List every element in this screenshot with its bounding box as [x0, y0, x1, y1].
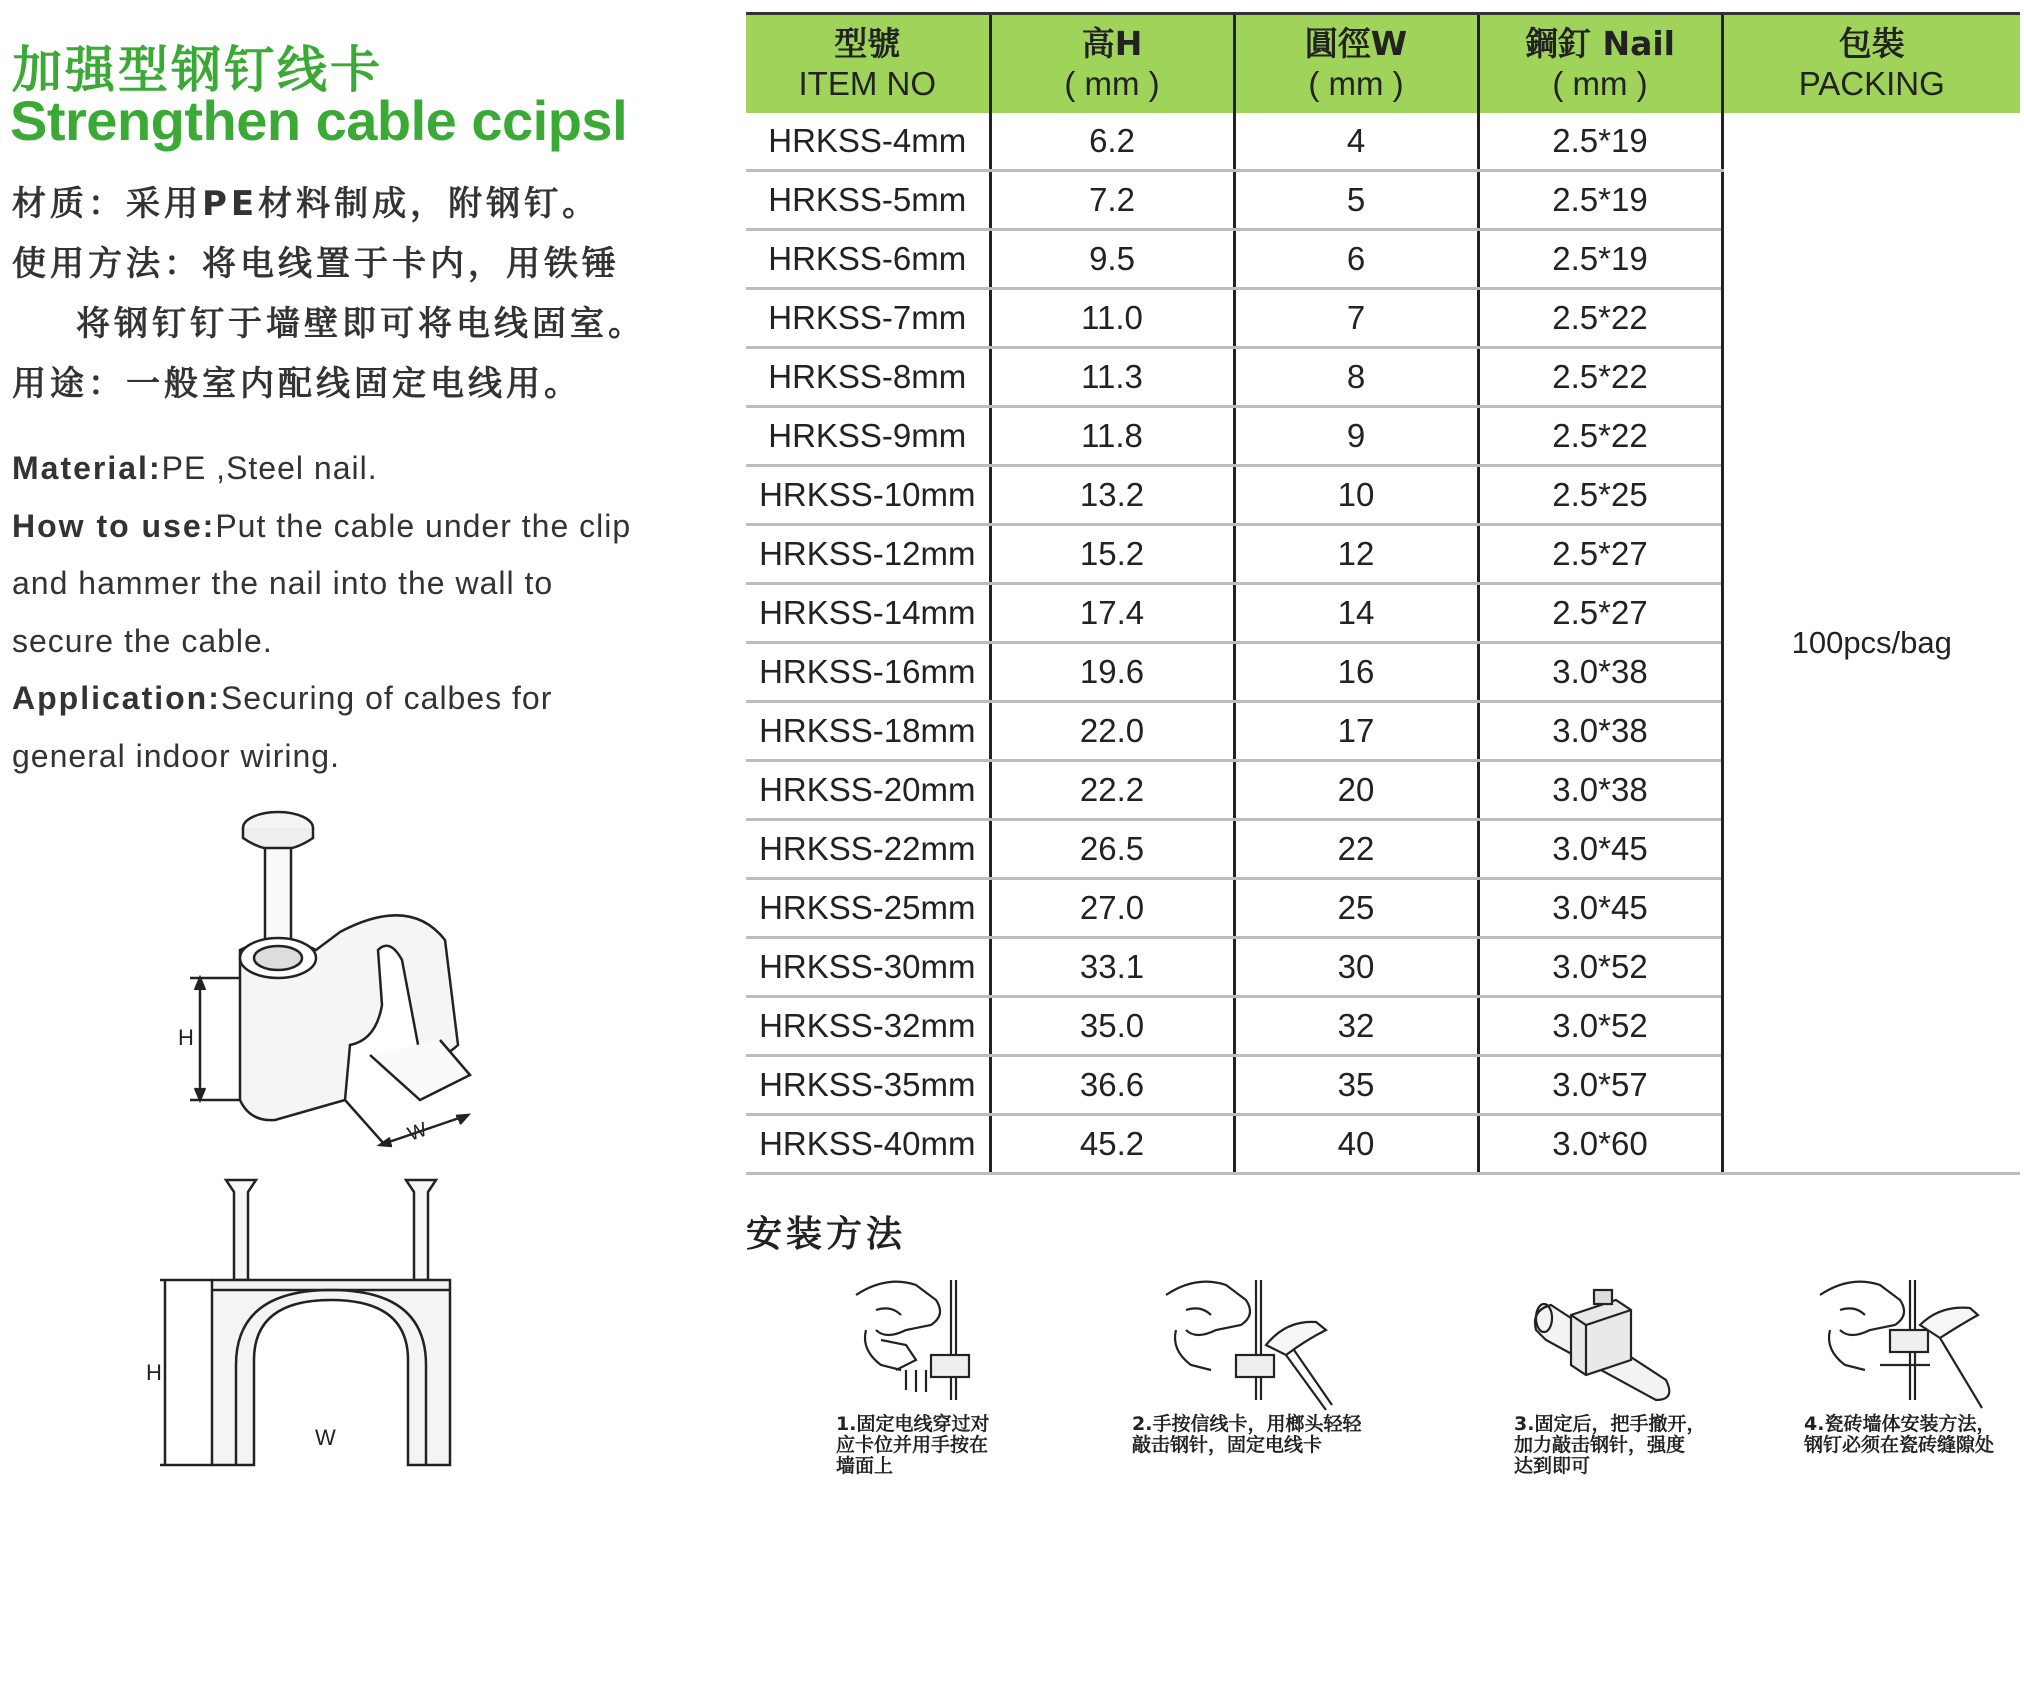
title-english: Strengthen cable ccipsl: [10, 89, 628, 152]
cell-width: 8: [1234, 348, 1478, 407]
cell-height: 7.2: [990, 171, 1234, 230]
perspective-w-label: W: [404, 1118, 431, 1146]
step-3-line-1: 3.固定后，把手撤开，: [1514, 1413, 1706, 1435]
cell-item-no: HRKSS-5mm: [746, 171, 990, 230]
application-label: Application:: [12, 680, 221, 716]
header-nail: [1478, 14, 1722, 114]
cell-nail: 3.0*38: [1478, 702, 1722, 761]
cell-item-no: HRKSS-6mm: [746, 230, 990, 289]
cell-width: 6: [1234, 230, 1478, 289]
cell-nail: 3.0*57: [1478, 1056, 1722, 1115]
step-3-line-3: 达到即可: [1514, 1455, 1591, 1477]
cell-nail: 3.0*45: [1478, 820, 1722, 879]
en-application-line: [12, 670, 631, 728]
material-text: PE ,Steel nail.: [161, 450, 378, 486]
cell-item-no: HRKSS-16mm: [746, 643, 990, 702]
header-width: [1234, 14, 1478, 114]
install-step-2-caption: [1132, 1414, 1361, 1456]
header-height: [990, 14, 1234, 114]
cell-height: 11.0: [990, 289, 1234, 348]
step-4-line-2: 钢钉必须在瓷砖缝隙处: [1804, 1434, 1995, 1456]
install-step-1-illustration: [846, 1270, 996, 1420]
clip-front-view: [160, 1180, 450, 1465]
header-height-en: ( mm ): [1064, 65, 1160, 102]
table-body: [746, 113, 2020, 1174]
install-step-4-illustration: [1810, 1270, 1990, 1420]
install-step-1-caption: [836, 1414, 989, 1477]
cell-height: 35.0: [990, 997, 1234, 1056]
cell-width: 20: [1234, 761, 1478, 820]
en-howto-line-2: and hammer the nail into the wall to: [12, 565, 554, 601]
header-item-no-en: ITEM NO: [798, 65, 936, 102]
header-packing: [1722, 14, 2020, 114]
clip-perspective-view: [190, 812, 470, 1146]
header-width-en: ( mm ): [1308, 65, 1404, 102]
header-item-no: [746, 14, 990, 114]
cn-usage-line-continued: 将钢钉钉于墙壁即可将电线固室。: [76, 304, 646, 344]
step-1-line-3: 墙面上: [836, 1455, 894, 1477]
en-material-line: [12, 440, 631, 498]
cable-clip-drawing: [140, 800, 500, 1480]
cell-nail: 2.5*22: [1478, 407, 1722, 466]
cell-width: 32: [1234, 997, 1478, 1056]
cell-height: 45.2: [990, 1115, 1234, 1174]
table-row: [746, 113, 2020, 171]
cn-material-line: 材质：采用PE材料制成，附钢钉。: [12, 184, 601, 224]
cell-height: 11.8: [990, 407, 1234, 466]
cell-width: 22: [1234, 820, 1478, 879]
cell-width: 12: [1234, 525, 1478, 584]
header-packing-cn: 包裝: [1838, 24, 1905, 63]
cell-nail: 3.0*52: [1478, 938, 1722, 997]
install-section-title: 安装方法: [746, 1214, 907, 1255]
cell-height: 15.2: [990, 525, 1234, 584]
cell-height: 6.2: [990, 113, 1234, 171]
cell-height: 9.5: [990, 230, 1234, 289]
cell-nail: 2.5*19: [1478, 230, 1722, 289]
header-nail-en: ( mm ): [1552, 65, 1648, 102]
material-label: Material:: [12, 450, 162, 486]
header-nail-cn: 鋼釘 Nail: [1525, 24, 1675, 63]
cell-item-no: HRKSS-40mm: [746, 1115, 990, 1174]
cell-height: 17.4: [990, 584, 1234, 643]
cell-item-no: HRKSS-8mm: [746, 348, 990, 407]
cell-item-no: HRKSS-18mm: [746, 702, 990, 761]
application-text: Securing of calbes for: [220, 680, 553, 716]
cn-usage-line: 使用方法：将电线置于卡内，用铁锤: [12, 244, 620, 284]
cell-height: 33.1: [990, 938, 1234, 997]
cell-item-no: HRKSS-9mm: [746, 407, 990, 466]
cell-width: 25: [1234, 879, 1478, 938]
en-application-line-2: general indoor wiring.: [12, 737, 340, 774]
cell-height: 19.6: [990, 643, 1234, 702]
cell-item-no: HRKSS-30mm: [746, 938, 990, 997]
cell-nail: 2.5*22: [1478, 289, 1722, 348]
cell-height: 26.5: [990, 820, 1234, 879]
cell-height: 22.2: [990, 761, 1234, 820]
perspective-h-label: H: [178, 1025, 194, 1050]
cell-width: 4: [1234, 113, 1478, 171]
cell-height: 27.0: [990, 879, 1234, 938]
chinese-description: [12, 174, 646, 414]
cell-height: 11.3: [990, 348, 1234, 407]
english-description: [12, 440, 631, 785]
en-howto-line-3: secure the cable.: [12, 622, 273, 659]
cell-item-no: HRKSS-12mm: [746, 525, 990, 584]
cell-item-no: HRKSS-20mm: [746, 761, 990, 820]
cell-width: 7: [1234, 289, 1478, 348]
cell-nail: 3.0*60: [1478, 1115, 1722, 1174]
cell-nail: 3.0*52: [1478, 997, 1722, 1056]
cell-nail: 2.5*22: [1478, 348, 1722, 407]
cell-nail: 2.5*25: [1478, 466, 1722, 525]
front-h-label: H: [146, 1360, 162, 1385]
cell-nail: 3.0*45: [1478, 879, 1722, 938]
step-3-line-2: 加力敲击钢针，强度: [1514, 1434, 1686, 1456]
cell-width: 10: [1234, 466, 1478, 525]
cell-width: 35: [1234, 1056, 1478, 1115]
cell-nail: 2.5*19: [1478, 113, 1722, 171]
cell-height: 13.2: [990, 466, 1234, 525]
title-chinese: 加强型钢钉线卡: [12, 41, 383, 99]
install-step-3-caption: [1514, 1414, 1705, 1477]
step-1-line-2: 应卡位并用手按在: [836, 1434, 989, 1456]
header-item-no-cn: 型號: [834, 24, 901, 63]
step-4-line-1: 4.瓷砖墙体安装方法，: [1804, 1413, 1996, 1435]
cell-nail: 3.0*38: [1478, 643, 1722, 702]
cell-nail: 2.5*27: [1478, 584, 1722, 643]
cell-nail: 3.0*38: [1478, 761, 1722, 820]
cell-item-no: HRKSS-14mm: [746, 584, 990, 643]
cell-packing: 100pcs/bag: [1722, 113, 2020, 1174]
install-step-4-caption: [1804, 1414, 1995, 1456]
step-2-line-1: 2.手按信线卡，用榔头轻轻: [1132, 1413, 1362, 1435]
cell-item-no: HRKSS-32mm: [746, 997, 990, 1056]
cell-item-no: HRKSS-25mm: [746, 879, 990, 938]
cell-item-no: HRKSS-35mm: [746, 1056, 990, 1115]
header-width-cn: 圓徑W: [1304, 24, 1408, 63]
cell-width: 40: [1234, 1115, 1478, 1174]
cell-width: 9: [1234, 407, 1478, 466]
install-step-3-illustration: [1526, 1270, 1686, 1410]
howto-label: How to use:: [12, 507, 216, 544]
header-height-cn: 高H: [1081, 24, 1143, 63]
table-header-row: [746, 14, 2020, 114]
cell-width: 30: [1234, 938, 1478, 997]
front-w-label: W: [315, 1425, 336, 1450]
cell-nail: 2.5*27: [1478, 525, 1722, 584]
cell-nail: 2.5*19: [1478, 171, 1722, 230]
cell-item-no: HRKSS-7mm: [746, 289, 990, 348]
cell-item-no: HRKSS-10mm: [746, 466, 990, 525]
cell-width: 16: [1234, 643, 1478, 702]
cell-height: 22.0: [990, 702, 1234, 761]
cn-application-line: 用途：一般室内配线固定电线用。: [12, 364, 582, 404]
cell-width: 5: [1234, 171, 1478, 230]
cell-height: 36.6: [990, 1056, 1234, 1115]
cell-item-no: HRKSS-22mm: [746, 820, 990, 879]
step-2-line-2: 敲击钢针，固定电线卡: [1132, 1434, 1323, 1456]
cell-width: 17: [1234, 702, 1478, 761]
spec-table: [746, 12, 2020, 1175]
step-1-line-1: 1.固定电线穿过对: [836, 1413, 990, 1435]
cell-item-no: HRKSS-4mm: [746, 113, 990, 171]
install-step-2-illustration: [1156, 1270, 1336, 1420]
header-packing-en: PACKING: [1798, 65, 1945, 102]
howto-text: Put the cable under the clip: [215, 507, 632, 544]
en-howto-line: [12, 498, 631, 556]
cell-width: 14: [1234, 584, 1478, 643]
